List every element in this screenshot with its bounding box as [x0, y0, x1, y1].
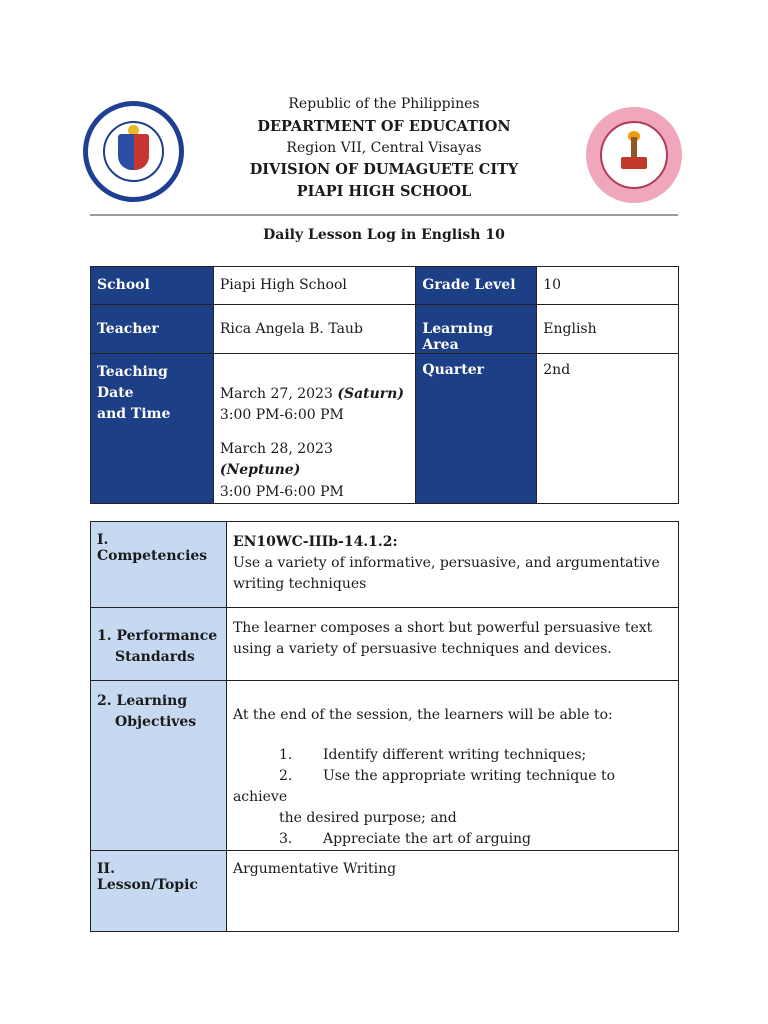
competencies-label: I. Competencies — [91, 522, 227, 608]
objective-continuation: the desired purpose; and — [278, 810, 457, 826]
date2-line — [220, 439, 410, 481]
school-value: Piapi High School — [213, 267, 416, 305]
teaching-date-label — [91, 354, 214, 504]
objective-text: Use the appropriate writing technique to achieve — [232, 768, 615, 805]
objectives-label-line1: 2. Learning — [97, 693, 188, 709]
objective-text: Identify different writing techniques; — [322, 747, 587, 763]
time1: 3:00 PM-6:00 PM — [219, 407, 344, 423]
objectives-list — [233, 745, 672, 850]
learning-area-label: Learning Area — [416, 305, 537, 354]
header-division: DIVISION OF DUMAGUETE CITY — [249, 161, 519, 178]
teaching-date-value — [213, 354, 416, 504]
performance-standards-label — [91, 608, 227, 681]
objective-item — [233, 829, 672, 850]
time2: 3:00 PM-6:00 PM — [219, 484, 344, 500]
performance-label-line2: Standards — [115, 649, 195, 665]
lesson-topic-label: II. Lesson/Topic — [91, 851, 227, 932]
performance-text: The learner composes a short but powerful persuasive text using a variety of persuasive techniques and devices. — [232, 620, 653, 657]
header-department: DEPARTMENT OF EDUCATION — [257, 118, 511, 135]
lesson-plan-table — [90, 521, 679, 932]
competencies-value — [226, 522, 678, 608]
objective-item — [233, 766, 672, 808]
learning-area-value: English — [537, 305, 679, 354]
lesson-topic-value: Argumentative Writing — [226, 851, 678, 932]
date2: March 28, 2023 — [219, 441, 333, 457]
info-row-school — [91, 267, 679, 305]
teaching-date-label-line1: Teaching Date — [97, 364, 168, 401]
teaching-date-label-line2: and Time — [97, 406, 171, 422]
quarter-value: 2nd — [537, 354, 679, 504]
competency-text: Use a variety of informative, persuasive, and argumentative writing techniques — [232, 555, 660, 592]
competency-code: EN10WC-IIIb-14.1.2: — [232, 534, 398, 550]
learning-objectives-row — [91, 681, 679, 851]
date1: March 27, 2023 — [219, 386, 333, 402]
info-row-date — [91, 354, 679, 504]
objective-item — [233, 745, 672, 766]
school-label: School — [91, 267, 214, 305]
learning-objectives-label — [91, 681, 227, 851]
learning-objectives-value — [226, 681, 678, 851]
objectives-intro: At the end of the session, the learners will be able to: — [232, 707, 613, 723]
document-title: Daily Lesson Log in English 10 — [263, 227, 505, 243]
objectives-label-line2: Objectives — [115, 714, 197, 730]
date1-section: (Saturn) — [337, 386, 404, 402]
competencies-row — [91, 522, 679, 608]
quarter-label: Quarter — [416, 354, 537, 504]
grade-level-value: 10 — [537, 267, 679, 305]
grade-level-label: Grade Level — [416, 267, 537, 305]
teacher-value: Rica Angela B. Taub — [213, 305, 416, 354]
objective-number: 2. — [278, 768, 293, 784]
performance-standards-value — [226, 608, 678, 681]
lesson-info-table — [90, 266, 679, 504]
lesson-topic-row — [91, 851, 679, 932]
header-republic: Republic of the Philippines — [288, 96, 480, 112]
performance-label-line1: 1. Performance — [97, 628, 218, 644]
performance-standards-row — [91, 608, 679, 681]
info-row-teacher — [91, 305, 679, 354]
date1-line — [220, 384, 410, 405]
teacher-label: Teacher — [91, 305, 214, 354]
objective-number: 3. — [278, 831, 293, 847]
header-region: Region VII, Central Visayas — [286, 140, 482, 156]
header-school: PIAPI HIGH SCHOOL — [296, 183, 472, 200]
objective-number: 1. — [278, 747, 293, 763]
date2-section: (Neptune) — [219, 462, 301, 478]
header-divider — [90, 214, 678, 216]
objective-text: Appreciate the art of arguing — [322, 831, 532, 847]
